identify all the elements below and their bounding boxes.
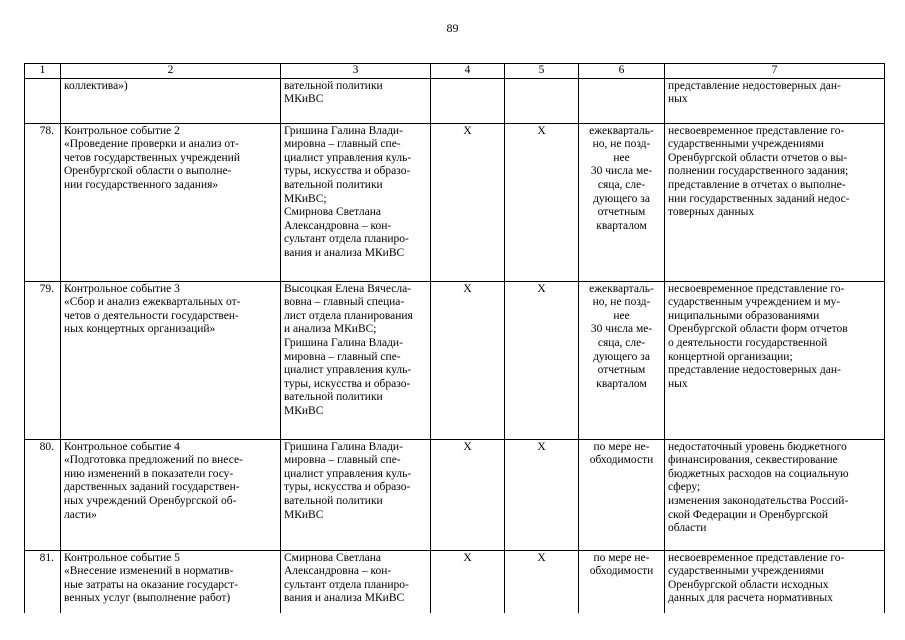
- row-number: [25, 78, 61, 123]
- col4-cell: [431, 78, 505, 123]
- col4-cell: X: [431, 439, 505, 550]
- col4-cell: X: [431, 281, 505, 439]
- col5-cell: [505, 78, 579, 123]
- table-row: [25, 550, 885, 613]
- deadline-cell: ежекварталь- но, не позд- нее 30 числа ме- сяца, сле- дующего за отчетным кварталом: [579, 123, 665, 281]
- deadline-cell: по мере не- обходимости: [579, 439, 665, 550]
- col4-cell: X: [431, 550, 505, 613]
- row-number: 80.: [25, 439, 61, 550]
- row-number: 81.: [25, 550, 61, 613]
- deadline-cell: по мере не- обходимости: [579, 550, 665, 613]
- header-cell: 7: [665, 64, 885, 79]
- deadline-cell: ежекварталь- но, не позд- нее 30 числа ме- сяца, сле- дующего за отчетным кварталом: [579, 281, 665, 439]
- event-cell: Контрольное событие 2 «Проведение проверки и анализ от- четов государственных учреждений Оренбургской области о выполне- нии государственного задания»: [61, 123, 281, 281]
- row-number: 79.: [25, 281, 61, 439]
- header-cell: 1: [25, 64, 61, 79]
- table-header-row: [25, 64, 885, 79]
- header-cell: 2: [61, 64, 281, 79]
- risks-cell: несвоевременное представление го- сударственными учреждениями Оренбургской области исходных данных для расчета нормативных: [665, 550, 885, 613]
- header-cell: 4: [431, 64, 505, 79]
- header-cell: 3: [281, 64, 431, 79]
- event-cell: Контрольное событие 3 «Сбор и анализ ежеквартальных от- четов о деятельности государствен- ных концертных организаций»: [61, 281, 281, 439]
- control-events-table: [24, 63, 885, 613]
- event-cell: Контрольное событие 5 «Внесение изменений в норматив- ные затраты на оказание государст- венных услуг (выполнение работ): [61, 550, 281, 613]
- responsible-cell: Смирнова Светлана Александровна – кон- сультант отдела планиро- вания и анализа МКиВС: [281, 550, 431, 613]
- responsible-cell: вательной политики МКиВС: [281, 78, 431, 123]
- col5-cell: X: [505, 123, 579, 281]
- risks-cell: недостаточный уровень бюджетного финансирования, секвестирование бюджетных расходов на социальную сферу; изменения законодательства Россий- ской Федерации и Оренбургской области: [665, 439, 885, 550]
- responsible-cell: Высоцкая Елена Вячесла- вовна – главный специа- лист отдела планирования и анализа МКиВС; Гришина Галина Влади- мировна – главный спе- циалист управления куль- туры, искусства и образо- вательной политики МКиВС: [281, 281, 431, 439]
- risks-cell: представление недостоверных дан- ных: [665, 78, 885, 123]
- table-row-continuation: [25, 78, 885, 123]
- event-cell: коллектива»): [61, 78, 281, 123]
- col5-cell: X: [505, 281, 579, 439]
- row-number: 78.: [25, 123, 61, 281]
- page-number: 89: [446, 21, 459, 35]
- col4-cell: X: [431, 123, 505, 281]
- header-cell: 5: [505, 64, 579, 79]
- responsible-cell: Гришина Галина Влади- мировна – главный спе- циалист управления куль- туры, искусства и образо- вательной политики МКиВС: [281, 439, 431, 550]
- col5-cell: X: [505, 550, 579, 613]
- col5-cell: X: [505, 439, 579, 550]
- responsible-cell: Гришина Галина Влади- мировна – главный спе- циалист управления куль- туры, искусства и образо- вательной политики МКиВС; Смирнова Светлана Александровна – кон- сультант отдела планиро- вания и анализа МКиВС: [281, 123, 431, 281]
- risks-cell: несвоевременное представление го- сударственными учреждениями Оренбургской области отчетов о вы- полнении государственного задания; представление в отчетах о выполне- нии государственных заданий недос- товерных данных: [665, 123, 885, 281]
- deadline-cell: [579, 78, 665, 123]
- table-row: [25, 439, 885, 550]
- header-cell: 6: [579, 64, 665, 79]
- event-cell: Контрольное событие 4 «Подготовка предложений по внесе- нию изменений в показатели госу- дарственных заданий государствен- ных учреждений Оренбургской об- ласти»: [61, 439, 281, 550]
- risks-cell: несвоевременное представление го- сударственным учреждением и му- ниципальными образованиями Оренбургской области форм отчетов о деятельности государственной концертной организации; представление недостоверных дан- ных: [665, 281, 885, 439]
- table-row: [25, 123, 885, 281]
- table-row: [25, 281, 885, 439]
